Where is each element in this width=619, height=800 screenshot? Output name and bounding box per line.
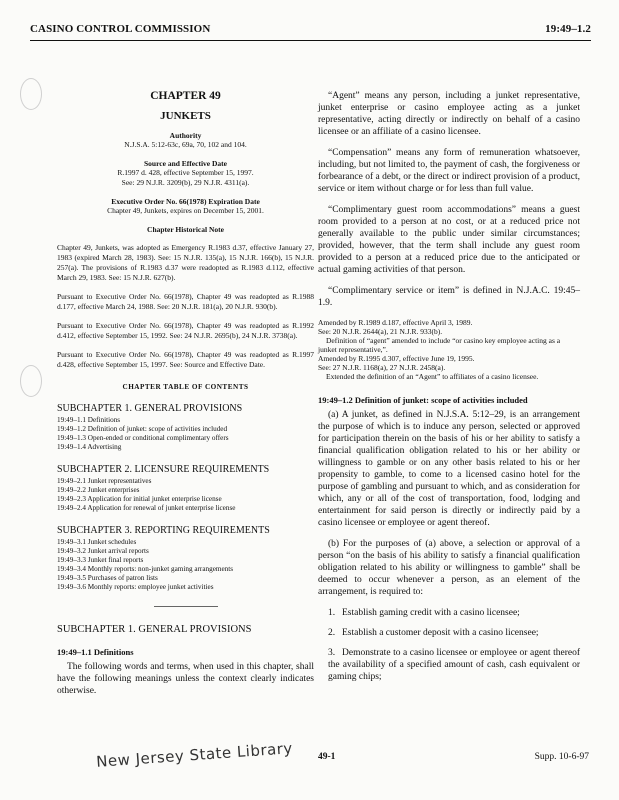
requirement-number: 3. [328,648,336,658]
amendment-line: See: 27 N.J.R. 1168(a), 27 N.J.R. 2458(a). [318,363,446,372]
page-footer [0,739,619,784]
toc-subchapter-heading: SUBCHAPTER 3. REPORTING REQUIREMENTS [57,525,270,536]
toc-list [57,416,314,452]
requirement-item [318,607,580,619]
historical-note: Pursuant to Executive Order No. 66(1978), Chapter 49 was readopted as R.1992 d.412, effective September 15, 1992. See: 24 N.J.R. 2695(b), 24 N.J.R. 3738(a). [57,321,314,340]
amendment-notes [318,318,580,381]
source-heading: Source and Effective Date [144,159,227,168]
authority-text: N.J.S.A. 5:12-63c, 69a, 70, 102 and 104. [124,140,247,149]
definition-paragraph: “Complimentary guest room accommodations” means a guest room provided to a person at no cost, or at a reduced price not generally available to the public under similar circumstances; provided, however, that the term shall include any guest room provided to a person at a reduced price due to the anticipated or actual gaming activities of that person. [318,205,580,275]
exec-order-text: Chapter 49, Junkets, expires on December 15, 2001. [107,206,264,215]
amendment-line: Amended by R.1995 d.307, effective June 19, 1995. [318,354,475,363]
toc-list [57,477,314,513]
definition-paragraph: “Agent” means any person, including a junket representative, junket enterprise or casino employee acting as a junket representative, acting directly or indirectly on behalf of a casino licensee or an affiliate of a casino licensee. [318,91,580,137]
page-number: 49-1 [318,752,336,762]
chapter-number: CHAPTER 49 [150,90,221,102]
toc-entry: 19:49–2.2 Junket enterprises [57,486,140,494]
toc-entry: 19:49–3.5 Purchases of patron lists [57,574,158,582]
toc-entry: 19:49–2.1 Junket representatives [57,477,152,485]
toc-list [57,538,314,592]
source-text-1: R.1997 d. 428, effective September 15, 1997. [117,168,254,177]
source-text-2: See: 29 N.J.R. 3209(b), 29 N.J.R. 4311(a). [121,178,250,187]
toc-entry: 19:49–1.1 Definitions [57,416,121,424]
definition-paragraph: “Compensation” means any form of remuneration whatsoever, including, but not limited to, the payment of cash, the forgiveness or forbearance of a debt, or the direct or indirect provision of a product, service or item without charge or for less than full value. [318,148,580,194]
toc-entry: 19:49–3.6 Monthly reports: employee junket activities [57,583,214,591]
requirement-text: Establish gaming credit with a casino licensee; [342,608,520,618]
section-heading: 19:49–1.2 Definition of junket: scope of activities included [318,395,528,405]
section-text: The following words and terms, when used in this chapter, shall have the following meanings unless the context clearly indicates otherwise. [57,662,314,696]
amendment-line: Extended the definition of an “Agent” to affiliates of a casino licensee. [326,372,539,381]
punch-hole-top [20,78,42,110]
historical-note: Chapter 49, Junkets, was adopted as Emergency R.1983 d.37, effective January 27, 1983 (expired March 28, 1983). See: 15 N.J.R. 135(a), 15 N.J.R. 166(b), 15 N.J.R. 257(a). The provisions of R.1983 d.37 were readopted as R.1983 d.112, effective March 29, 1983. See: 15 N.J.R. 627(b). [57,243,314,282]
running-header [30,18,591,41]
right-column [318,90,580,691]
toc-subchapter-heading: SUBCHAPTER 2. LICENSURE REQUIREMENTS [57,464,270,475]
punch-hole-middle [20,365,42,397]
requirement-text: Demonstrate to a casino licensee or employee or agent thereof the availability of a specified amount of cash, cash equivalent or gaming chips; [328,648,580,682]
requirement-item [318,647,580,683]
historical-note: Pursuant to Executive Order No. 66(1978), Chapter 49 was readopted as R.1997 d.428, effective September 15, 1997. See: Source and Effective Date. [57,350,314,369]
toc-entry: 19:49–3.4 Monthly reports: non-junket gaming arrangements [57,565,234,573]
toc-entry: 19:49–3.2 Junket arrival reports [57,547,149,555]
historical-note-heading: Chapter Historical Note [147,225,224,234]
requirement-item [318,627,580,639]
toc-entry: 19:49–1.2 Definition of junket: scope of activities included [57,425,228,433]
amendment-line: Amended by R.1989 d.187, effective April 3, 1989. [318,318,473,327]
requirement-number: 1. [328,608,336,618]
toc-entry: 19:49–3.1 Junket schedules [57,538,137,546]
toc-heading: CHAPTER TABLE OF CONTENTS [122,383,249,391]
authority-heading: Authority [169,131,202,140]
exec-order-heading: Executive Order No. 66(1978) Expiration Date [111,197,260,206]
toc-subchapter-heading: SUBCHAPTER 1. GENERAL PROVISIONS [57,403,243,414]
toc-entry: 19:49–2.4 Application for renewal of junket enterprise license [57,504,236,512]
amendment-line: Definition of “agent” amended to include “or casino key employee acting as a junket representative,”. [318,336,561,354]
chapter-title: JUNKETS [160,110,211,122]
requirement-text: Establish a customer deposit with a casino licensee; [342,628,539,638]
section-paragraph-a: (a) A junket, as defined in N.J.S.A. 5:12–29, is an arrangement the purpose of which is to induce any person, selected or approved for participation therein on the basis of his or her ability to satisfy a financial qualification obligation related to his or her ability or willingness to gamble or on any other basis related to his or her propensity to gamble, to come to a licensed casino hotel for the purpose of gambling and pursuant to which, and as consideration for which, any or all of the cost of transportation, food, lodging and entertainment for said person is directly or indirectly paid by a casino licensee or employee or agent thereof. [318,410,580,528]
amendment-line: See: 20 N.J.R. 2644(a), 21 N.J.R. 933(b). [318,327,443,336]
subchapter-heading: SUBCHAPTER 1. GENERAL PROVISIONS [57,624,252,635]
left-column [57,90,314,697]
toc-entry: 19:49–1.4 Advertising [57,443,122,451]
section-divider [154,606,218,607]
section-paragraph-b: (b) For the purposes of (a) above, a selection or approval of a person “on the basis of his ability to satisfy a financial qualification obligation related to his ability or willingness to gamble” shall be deemed to occur whenever a person, as an element of the arrangement, is required to: [318,539,580,597]
toc-entry: 19:49–2.3 Application for initial junket enterprise license [57,495,222,503]
definition-paragraph: “Complimentary service or item” is defined in N.J.A.C. 19:45–1.9. [318,286,580,308]
requirement-number: 2. [328,628,336,638]
toc-entry: 19:49–3.3 Junket final reports [57,556,144,564]
section-heading: 19:49–1.1 Definitions [57,647,134,657]
toc-entry: 19:49–1.3 Open-ended or conditional complimentary offers [57,434,229,442]
library-stamp: New Jersey State Library [95,739,294,771]
supplement-date: Supp. 10-6-97 [534,752,589,762]
historical-note: Pursuant to Executive Order No. 66(1978), Chapter 49 was readopted as R.1988 d.177, effective March 24, 1988. See: 20 N.J.R. 181(a), 20 N.J.R. 930(b). [57,292,314,311]
header-title: CASINO CONTROL COMMISSION [30,23,211,35]
header-section: 19:49–1.2 [545,23,591,35]
